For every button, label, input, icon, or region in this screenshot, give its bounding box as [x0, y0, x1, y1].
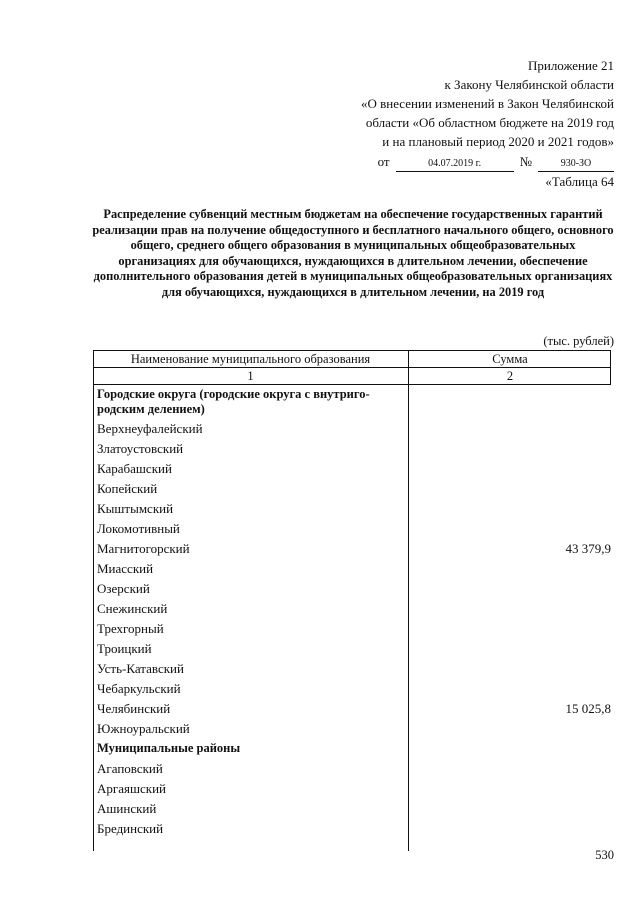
municipality-name: Троицкий — [97, 641, 152, 656]
annex-line: к Закону Челябинской области — [444, 77, 614, 92]
table-row — [93, 419, 611, 439]
page-number: 530 — [595, 848, 614, 862]
municipality-sum — [410, 479, 611, 499]
table-body — [93, 387, 611, 839]
table-label: «Таблица 64 — [545, 174, 614, 189]
municipality-sum — [410, 819, 611, 839]
municipality-sum — [410, 679, 611, 699]
table-row — [93, 539, 611, 559]
municipality-name: Верхнеуфалейский — [97, 421, 203, 436]
municipality-sum — [410, 599, 611, 619]
municipality-sum — [410, 419, 611, 439]
municipality-sum — [410, 499, 611, 519]
municipality-name: Карабашский — [97, 461, 172, 476]
table-row — [93, 639, 611, 659]
adoption-line — [314, 152, 614, 172]
annex-line: «О внесении изменений в Закон Челябинской — [360, 96, 614, 111]
municipality-name: Локомотивный — [97, 521, 180, 536]
table-row — [93, 799, 611, 819]
municipality-name: Магнитогорский — [97, 541, 190, 556]
table-row — [93, 699, 611, 719]
table-row — [93, 719, 611, 739]
table-row — [93, 619, 611, 639]
municipality-sum — [410, 739, 611, 759]
municipality-sum — [410, 779, 611, 799]
municipality-sum — [410, 519, 611, 539]
annex-line: и на плановый период 2020 и 2021 годов» — [382, 134, 614, 149]
column-number-2: 2 — [506, 369, 514, 383]
municipality-sum — [410, 579, 611, 599]
municipality-sum — [410, 439, 611, 459]
municipality-name: Аргаяшский — [97, 781, 166, 796]
table-row-section — [93, 387, 611, 419]
municipality-name: Южноуральский — [97, 721, 190, 736]
municipality-sum — [410, 619, 611, 639]
municipality-name: Снежинский — [97, 601, 168, 616]
table-row — [93, 499, 611, 519]
municipality-sum — [410, 639, 611, 659]
municipality-sum: 15 025,8 — [565, 701, 611, 716]
municipality-name: Златоустовский — [97, 441, 184, 456]
annex-line: области «Об областном бюджете на 2019 год — [365, 115, 614, 130]
law-number: 930-ЗО — [538, 157, 614, 172]
municipality-name: Миасский — [97, 561, 154, 576]
document-title: Распределение субвенций местным бюджетам на обеспечение государственных гарантий реализации прав на получение общедоступного и бесплатного начального общего, основного общего, среднего общего образования в муниципальных общеобразовательных организациях для обучающихся, нуждающихся в длительном лечении, обеспечение дополнительного образования детей в муниципальных общеобразовательных организациях для обучающихся, нуждающихся в длительном лечении, на 2019 год — [92, 207, 614, 299]
column-number-1: 1 — [247, 369, 254, 383]
table-row — [93, 439, 611, 459]
municipality-sum — [410, 719, 611, 739]
municipality-sum — [410, 759, 611, 779]
annex-block — [314, 56, 614, 172]
municipality-sum: 43 379,9 — [565, 541, 611, 556]
table-row — [93, 599, 611, 619]
table-row — [93, 479, 611, 499]
number-label: № — [519, 154, 532, 169]
municipality-name: Кыштымский — [97, 501, 174, 516]
municipality-sum — [410, 799, 611, 819]
table-row — [93, 579, 611, 599]
table-header-row — [93, 351, 611, 368]
table-column-numbers-row — [93, 368, 611, 385]
table-row — [93, 679, 611, 699]
adoption-date: 04.07.2019 г. — [396, 157, 514, 172]
table-row — [93, 659, 611, 679]
municipality-sum — [410, 559, 611, 579]
units-label: (тыс. рублей) — [543, 334, 614, 348]
column-header-name: Наименование муниципального образования — [130, 352, 371, 366]
municipality-name: Трехгорный — [97, 621, 164, 636]
municipality-name: Муниципальные районы — [97, 741, 241, 755]
municipality-name: Агаповский — [97, 761, 163, 776]
subsidy-table — [93, 350, 611, 851]
municipality-name: Челябинский — [97, 701, 171, 716]
municipality-name: Брединский — [97, 821, 164, 836]
municipality-name: Ашинский — [97, 801, 157, 816]
table-row — [93, 459, 611, 479]
municipality-name: Чебаркульский — [97, 681, 181, 696]
table-row — [93, 519, 611, 539]
table-row — [93, 779, 611, 799]
municipality-sum — [410, 387, 611, 419]
municipality-name: Городские округа (городские округа с внутриго-родским делением) — [97, 387, 370, 416]
table-row — [93, 759, 611, 779]
municipality-sum — [410, 659, 611, 679]
municipality-name: Копейский — [97, 481, 158, 496]
municipality-sum — [410, 459, 611, 479]
municipality-name: Усть-Катавский — [97, 661, 184, 676]
table-row-section — [93, 739, 611, 759]
municipality-name: Озерский — [97, 581, 150, 596]
annex-line: Приложение 21 — [527, 58, 614, 73]
table-row — [93, 819, 611, 839]
from-label: от — [377, 154, 390, 169]
table-row — [93, 559, 611, 579]
column-header-sum: Сумма — [492, 352, 528, 366]
